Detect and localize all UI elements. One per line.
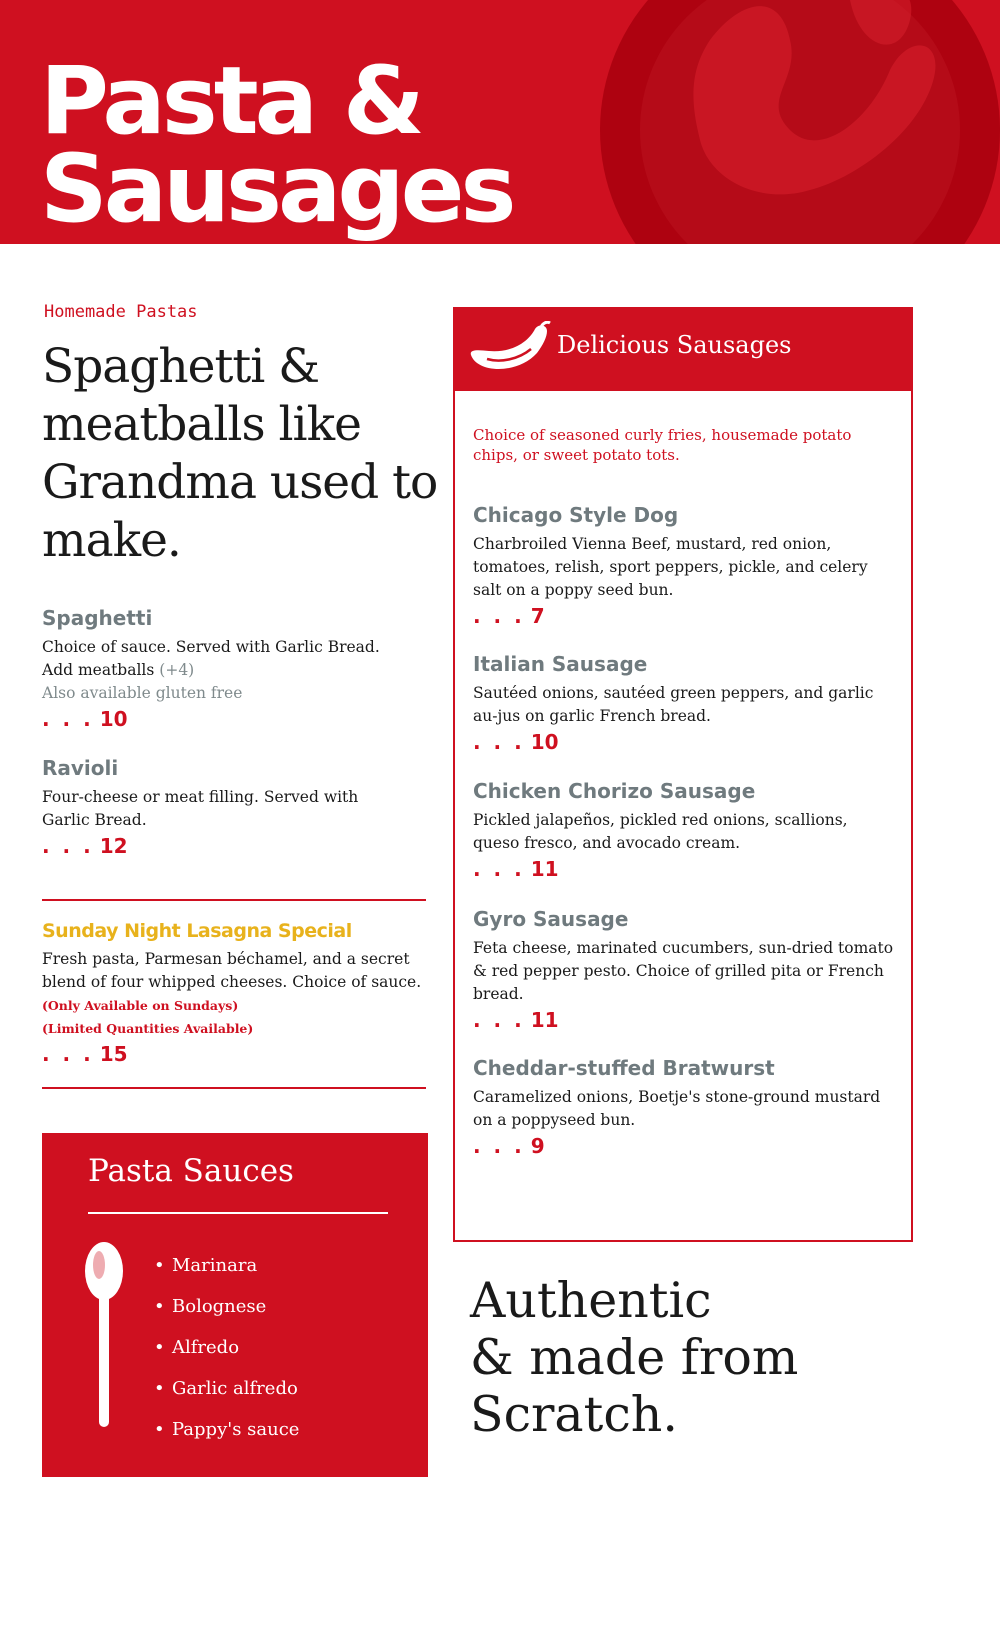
menu-item-description: Sautéed onions, sautéed green peppers, and garlic au-jus on garlic French bread. xyxy=(473,684,874,725)
price-dots: . . . xyxy=(42,707,94,731)
sauce-name: Alfredo xyxy=(172,1337,240,1358)
menu-item-price xyxy=(473,1134,898,1158)
menu-item-name: Ravioli xyxy=(42,756,119,780)
special-description: Fresh pasta, Parmesan béchamel, and a secret blend of four whipped cheeses. Choice of sauce. xyxy=(42,950,422,991)
menu-item-lasagna-special xyxy=(42,920,437,1066)
menu-item-name: Gyro Sausage xyxy=(473,907,629,931)
sauce-name: Marinara xyxy=(172,1255,258,1276)
menu-item-gyro-sausage xyxy=(473,907,898,1032)
sauce-name: Garlic alfredo xyxy=(172,1378,298,1399)
divider-top xyxy=(42,899,426,901)
price-value: 11 xyxy=(530,1008,559,1032)
addon-label: Add meatballs xyxy=(42,661,155,679)
list-item xyxy=(154,1368,299,1409)
price-value: 10 xyxy=(530,730,559,754)
sausage-icon xyxy=(467,321,551,379)
list-item xyxy=(154,1245,299,1286)
special-name: Sunday Night Lasagna Special xyxy=(42,920,352,942)
pasta-sauces-divider xyxy=(88,1212,388,1214)
menu-item-ravioli xyxy=(42,756,442,858)
page-title-line-1: Pasta & xyxy=(40,47,421,156)
bullet: • xyxy=(154,1255,165,1276)
menu-item-description: Feta cheese, marinated cucumbers, sun-dried tomato & red pepper pesto. Choice of grilled pita or French bread. xyxy=(473,939,894,1003)
menu-item-note: Also available gluten free xyxy=(42,684,243,702)
price-dots: . . . xyxy=(473,1008,525,1032)
pasta-hero-text: Spaghetti & meatballs like Grandma used to make. xyxy=(42,339,438,568)
menu-item-price xyxy=(473,730,898,754)
sauce-name: Pappy's sauce xyxy=(172,1419,300,1440)
bullet: • xyxy=(154,1337,165,1358)
price-value: 15 xyxy=(99,1042,128,1066)
menu-item-name: Chicago Style Dog xyxy=(473,503,679,527)
menu-item-price xyxy=(42,707,442,731)
menu-item-name: Italian Sausage xyxy=(473,652,648,676)
menu-item-price xyxy=(473,1008,898,1032)
price-value: 9 xyxy=(530,1134,545,1158)
sauce-list xyxy=(154,1245,299,1450)
pasta-sauces-panel xyxy=(42,1133,428,1477)
bullet: • xyxy=(154,1419,165,1440)
price-value: 10 xyxy=(99,707,128,731)
header-banner xyxy=(0,0,1000,244)
menu-item-name: Chicken Chorizo Sausage xyxy=(473,779,756,803)
price-dots: . . . xyxy=(473,1134,525,1158)
divider-bottom xyxy=(42,1087,426,1089)
page-title-line-2: Sausages xyxy=(40,135,513,244)
menu-item-description: Caramelized onions, Boetje's stone-ground mustard on a poppyseed bun. xyxy=(473,1088,881,1129)
price-dots: . . . xyxy=(473,604,525,628)
page-title xyxy=(40,47,513,244)
menu-item-chicago-dog xyxy=(473,503,898,628)
menu-item-price xyxy=(473,604,898,628)
tagline xyxy=(470,1272,798,1443)
sausages-header xyxy=(455,309,911,391)
menu-item-italian-sausage xyxy=(473,652,898,754)
menu-item-addon xyxy=(42,659,442,682)
tagline-line-2: & made from xyxy=(470,1329,799,1386)
price-dots: . . . xyxy=(42,1042,94,1066)
menu-item-spaghetti xyxy=(42,606,442,731)
spoon-icon xyxy=(84,1241,128,1431)
price-value: 7 xyxy=(530,604,545,628)
menu-item-name: Spaghetti xyxy=(42,606,153,630)
pasta-plate-illustration xyxy=(590,0,1000,244)
menu-item-name: Cheddar-stuffed Bratwurst xyxy=(473,1056,775,1080)
menu-item-chicken-chorizo xyxy=(473,779,898,881)
bullet: • xyxy=(154,1378,165,1399)
list-item xyxy=(154,1409,299,1450)
special-price xyxy=(42,1042,437,1066)
bullet: • xyxy=(154,1296,165,1317)
list-item xyxy=(154,1327,299,1368)
tagline-line-3: Scratch. xyxy=(470,1386,678,1443)
price-dots: . . . xyxy=(473,857,525,881)
price-dots: . . . xyxy=(42,834,94,858)
sausages-title: Delicious Sausages xyxy=(557,331,792,359)
sauce-name: Bolognese xyxy=(172,1296,267,1317)
tagline-line-1: Authentic xyxy=(470,1272,712,1329)
special-note-limited: (Limited Quantities Available) xyxy=(42,1021,254,1036)
addon-price: (+4) xyxy=(159,661,195,679)
price-value: 11 xyxy=(530,857,559,881)
sausages-panel xyxy=(453,307,913,1242)
menu-item-description: Choice of sauce. Served with Garlic Bread. xyxy=(42,638,380,656)
sausages-sides-note: Choice of seasoned curly fries, housemade potato chips, or sweet potato tots. xyxy=(473,426,852,464)
menu-item-price xyxy=(473,857,898,881)
menu-item-price xyxy=(42,834,442,858)
pasta-sauces-title: Pasta Sauces xyxy=(88,1153,294,1189)
price-value: 12 xyxy=(99,834,128,858)
menu-item-description: Pickled jalapeños, pickled red onions, scallions, queso fresco, and avocado cream. xyxy=(473,811,848,852)
menu-item-description: Four-cheese or meat filling. Served with Garlic Bread. xyxy=(42,788,359,829)
special-note-sundays: (Only Available on Sundays) xyxy=(42,998,239,1013)
menu-item-cheddar-bratwurst xyxy=(473,1056,898,1158)
price-dots: . . . xyxy=(473,730,525,754)
menu-item-description: Charbroiled Vienna Beef, mustard, red onion, tomatoes, relish, sport peppers, pickle, and celery salt on a poppy seed bun. xyxy=(473,535,868,599)
pasta-section-kicker: Homemade Pastas xyxy=(44,302,198,322)
list-item xyxy=(154,1286,299,1327)
